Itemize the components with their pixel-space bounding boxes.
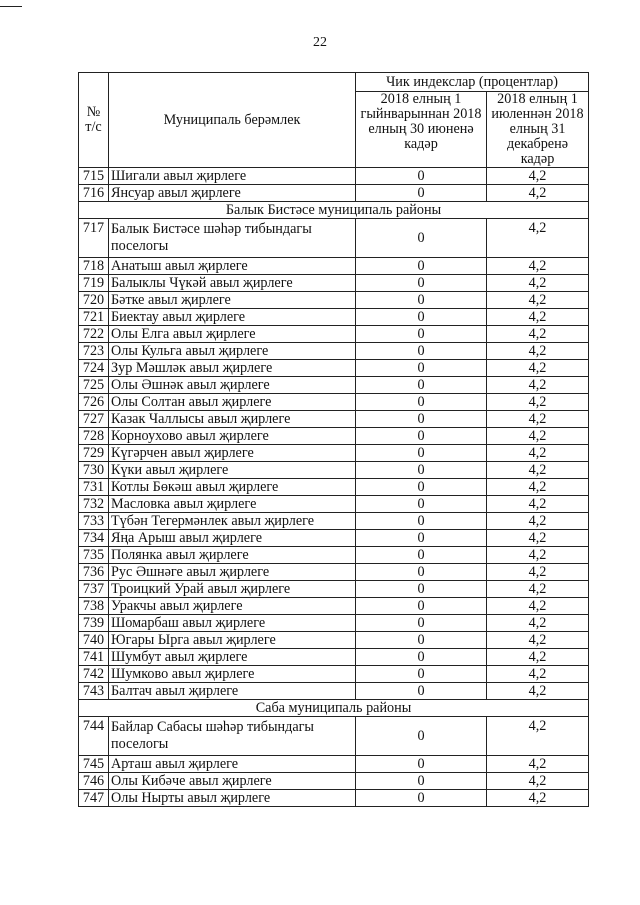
- index-second-half: 4,2: [487, 564, 589, 581]
- row-number: 740: [79, 632, 109, 649]
- district-row: [79, 202, 589, 219]
- index-first-half: 0: [356, 649, 487, 666]
- table-row: [79, 683, 589, 700]
- municipality-name: Корноухово авыл җирлеге: [109, 428, 356, 445]
- table-row: [79, 598, 589, 615]
- index-second-half: 4,2: [487, 326, 589, 343]
- index-first-half: 0: [356, 445, 487, 462]
- index-second-half: 4,2: [487, 377, 589, 394]
- header-period-first-half: 2018 елның 1 гыйнварыннан 2018 елның 30 июненә кадәр: [356, 92, 487, 168]
- table-row: [79, 773, 589, 790]
- table-row: [79, 462, 589, 479]
- table-row: [79, 168, 589, 185]
- row-number: 724: [79, 360, 109, 377]
- table-row: [79, 411, 589, 428]
- municipality-name: Балыклы Чүкәй авыл җирлеге: [109, 275, 356, 292]
- table-row: [79, 360, 589, 377]
- index-second-half: 4,2: [487, 309, 589, 326]
- row-number: 727: [79, 411, 109, 428]
- table-row: [79, 513, 589, 530]
- municipality-name: Анатыш авыл җирлеге: [109, 258, 356, 275]
- header-municipality: Муниципаль берәмлек: [109, 73, 356, 168]
- municipality-name: Югары Ырга авыл җирлеге: [109, 632, 356, 649]
- index-second-half: 4,2: [487, 598, 589, 615]
- index-first-half: 0: [356, 394, 487, 411]
- table-row: [79, 547, 589, 564]
- table-row: [79, 445, 589, 462]
- index-second-half: 4,2: [487, 343, 589, 360]
- row-number: 731: [79, 479, 109, 496]
- table-row: [79, 258, 589, 275]
- row-number: 736: [79, 564, 109, 581]
- row-number: 721: [79, 309, 109, 326]
- municipality-name: Троицкий Урай авыл җирлеге: [109, 581, 356, 598]
- index-second-half: 4,2: [487, 411, 589, 428]
- row-number: 716: [79, 185, 109, 202]
- municipality-name: Олы Елга авыл җирлеге: [109, 326, 356, 343]
- index-first-half: 0: [356, 790, 487, 807]
- table-row: [79, 756, 589, 773]
- municipality-name: Казак Чаллысы авыл җирлеге: [109, 411, 356, 428]
- table-row: [79, 666, 589, 683]
- index-first-half: 0: [356, 564, 487, 581]
- index-first-half: 0: [356, 513, 487, 530]
- municipality-name: Рус Әшнәге авыл җирлеге: [109, 564, 356, 581]
- index-first-half: 0: [356, 343, 487, 360]
- municipality-name: Шумково авыл җирлеге: [109, 666, 356, 683]
- index-second-half: 4,2: [487, 185, 589, 202]
- table-row: [79, 326, 589, 343]
- row-number: 735: [79, 547, 109, 564]
- index-first-half: 0: [356, 717, 487, 756]
- row-number: 729: [79, 445, 109, 462]
- index-second-half: 4,2: [487, 219, 589, 258]
- index-first-half: 0: [356, 185, 487, 202]
- index-first-half: 0: [356, 428, 487, 445]
- row-number: 719: [79, 275, 109, 292]
- row-number: 733: [79, 513, 109, 530]
- index-second-half: 4,2: [487, 360, 589, 377]
- index-second-half: 4,2: [487, 513, 589, 530]
- index-first-half: 0: [356, 530, 487, 547]
- table-body: [79, 168, 589, 807]
- municipality-name: Шомарбаш авыл җирлеге: [109, 615, 356, 632]
- row-number: 720: [79, 292, 109, 309]
- index-first-half: 0: [356, 411, 487, 428]
- index-first-half: 0: [356, 168, 487, 185]
- index-first-half: 0: [356, 547, 487, 564]
- row-number: 723: [79, 343, 109, 360]
- municipality-name: Балык Бистәсе шәһәр тибындагы поселогы: [109, 219, 356, 258]
- table-row: [79, 790, 589, 807]
- municipality-name: Бәтке авыл җирлеге: [109, 292, 356, 309]
- index-first-half: 0: [356, 479, 487, 496]
- municipality-name: Түбән Тегермәнлек авыл җирлеге: [109, 513, 356, 530]
- district-name: Балык Бистәсе муниципаль районы: [79, 202, 589, 219]
- municipality-name: Олы Кибәче авыл җирлеге: [109, 773, 356, 790]
- municipality-name: Шумбут авыл җирлеге: [109, 649, 356, 666]
- index-first-half: 0: [356, 598, 487, 615]
- municipality-name: Масловка авыл җирлеге: [109, 496, 356, 513]
- index-second-half: 4,2: [487, 790, 589, 807]
- index-first-half: 0: [356, 683, 487, 700]
- row-number: 734: [79, 530, 109, 547]
- index-second-half: 4,2: [487, 496, 589, 513]
- row-number: 718: [79, 258, 109, 275]
- table-row: [79, 717, 589, 756]
- index-first-half: 0: [356, 309, 487, 326]
- index-table: [78, 72, 589, 807]
- row-number: 730: [79, 462, 109, 479]
- municipality-name: Байлар Сабасы шәһәр тибындагы поселогы: [109, 717, 356, 756]
- table-row: [79, 496, 589, 513]
- index-second-half: 4,2: [487, 292, 589, 309]
- table-row: [79, 185, 589, 202]
- row-number: 745: [79, 756, 109, 773]
- index-second-half: 4,2: [487, 773, 589, 790]
- index-first-half: 0: [356, 756, 487, 773]
- row-number: 717: [79, 219, 109, 258]
- table-row: [79, 530, 589, 547]
- table-row: [79, 564, 589, 581]
- index-second-half: 4,2: [487, 547, 589, 564]
- row-number: 742: [79, 666, 109, 683]
- row-number: 726: [79, 394, 109, 411]
- index-second-half: 4,2: [487, 717, 589, 756]
- index-second-half: 4,2: [487, 632, 589, 649]
- index-first-half: 0: [356, 258, 487, 275]
- row-number: 746: [79, 773, 109, 790]
- table-row: [79, 394, 589, 411]
- row-number: 728: [79, 428, 109, 445]
- index-second-half: 4,2: [487, 479, 589, 496]
- table-row: [79, 649, 589, 666]
- municipality-name: Балтач авыл җирлеге: [109, 683, 356, 700]
- table-row: [79, 377, 589, 394]
- row-number: 722: [79, 326, 109, 343]
- header-number-label: № т/с: [85, 104, 102, 135]
- index-second-half: 4,2: [487, 756, 589, 773]
- index-second-half: 4,2: [487, 445, 589, 462]
- table-row: [79, 309, 589, 326]
- municipality-name: Зур Мәшләк авыл җирлеге: [109, 360, 356, 377]
- page-number: 22: [313, 35, 327, 50]
- row-number: 737: [79, 581, 109, 598]
- index-first-half: 0: [356, 326, 487, 343]
- index-second-half: 4,2: [487, 258, 589, 275]
- district-name: Саба муниципаль районы: [79, 700, 589, 717]
- row-number: 741: [79, 649, 109, 666]
- municipality-name: Арташ авыл җирлеге: [109, 756, 356, 773]
- municipality-name: Шигали авыл җирлеге: [109, 168, 356, 185]
- index-second-half: 4,2: [487, 428, 589, 445]
- row-number: 738: [79, 598, 109, 615]
- municipality-name: Күгәрчен авыл җирлеге: [109, 445, 356, 462]
- table-row: [79, 219, 589, 258]
- index-second-half: 4,2: [487, 462, 589, 479]
- index-first-half: 0: [356, 615, 487, 632]
- index-first-half: 0: [356, 462, 487, 479]
- index-second-half: 4,2: [487, 394, 589, 411]
- index-second-half: 4,2: [487, 530, 589, 547]
- header-limit-indices: Чик индекслар (процентлар): [356, 73, 589, 92]
- header-period-second-half: 2018 елның 1 июленнән 2018 елның 31 декабренә кадәр: [487, 92, 589, 168]
- index-first-half: 0: [356, 275, 487, 292]
- row-number: 743: [79, 683, 109, 700]
- index-first-half: 0: [356, 377, 487, 394]
- index-second-half: 4,2: [487, 581, 589, 598]
- row-number: 739: [79, 615, 109, 632]
- index-first-half: 0: [356, 581, 487, 598]
- table-row: [79, 615, 589, 632]
- index-second-half: 4,2: [487, 683, 589, 700]
- index-first-half: 0: [356, 773, 487, 790]
- row-number: 747: [79, 790, 109, 807]
- table-row: [79, 581, 589, 598]
- table-row: [79, 292, 589, 309]
- row-number: 732: [79, 496, 109, 513]
- index-second-half: 4,2: [487, 168, 589, 185]
- table-row: [79, 479, 589, 496]
- municipality-name: Олы Кульга авыл җирлеге: [109, 343, 356, 360]
- index-second-half: 4,2: [487, 615, 589, 632]
- municipality-name: Котлы Бөкәш авыл җирлеге: [109, 479, 356, 496]
- index-first-half: 0: [356, 496, 487, 513]
- row-number: 744: [79, 717, 109, 756]
- table-row: [79, 428, 589, 445]
- table-row: [79, 632, 589, 649]
- corner-mark: [0, 0, 22, 7]
- row-number: 725: [79, 377, 109, 394]
- index-second-half: 4,2: [487, 666, 589, 683]
- table-row: [79, 343, 589, 360]
- municipality-name: Олы Нырты авыл җирлеге: [109, 790, 356, 807]
- municipality-name: Полянка авыл җирлеге: [109, 547, 356, 564]
- index-first-half: 0: [356, 360, 487, 377]
- index-first-half: 0: [356, 666, 487, 683]
- table-row: [79, 275, 589, 292]
- district-row: [79, 700, 589, 717]
- municipality-name: Олы Солтан авыл җирлеге: [109, 394, 356, 411]
- index-second-half: 4,2: [487, 649, 589, 666]
- municipality-name: Янсуар авыл җирлеге: [109, 185, 356, 202]
- index-first-half: 0: [356, 632, 487, 649]
- index-second-half: 4,2: [487, 275, 589, 292]
- municipality-name: Уракчы авыл җирлеге: [109, 598, 356, 615]
- index-first-half: 0: [356, 219, 487, 258]
- header-number: [79, 73, 109, 168]
- municipality-name: Биектау авыл җирлеге: [109, 309, 356, 326]
- municipality-name: Күки авыл җирлеге: [109, 462, 356, 479]
- row-number: 715: [79, 168, 109, 185]
- municipality-name: Яңа Арыш авыл җирлеге: [109, 530, 356, 547]
- index-first-half: 0: [356, 292, 487, 309]
- municipality-name: Олы Әшнәк авыл җирлеге: [109, 377, 356, 394]
- table-header: [79, 73, 589, 168]
